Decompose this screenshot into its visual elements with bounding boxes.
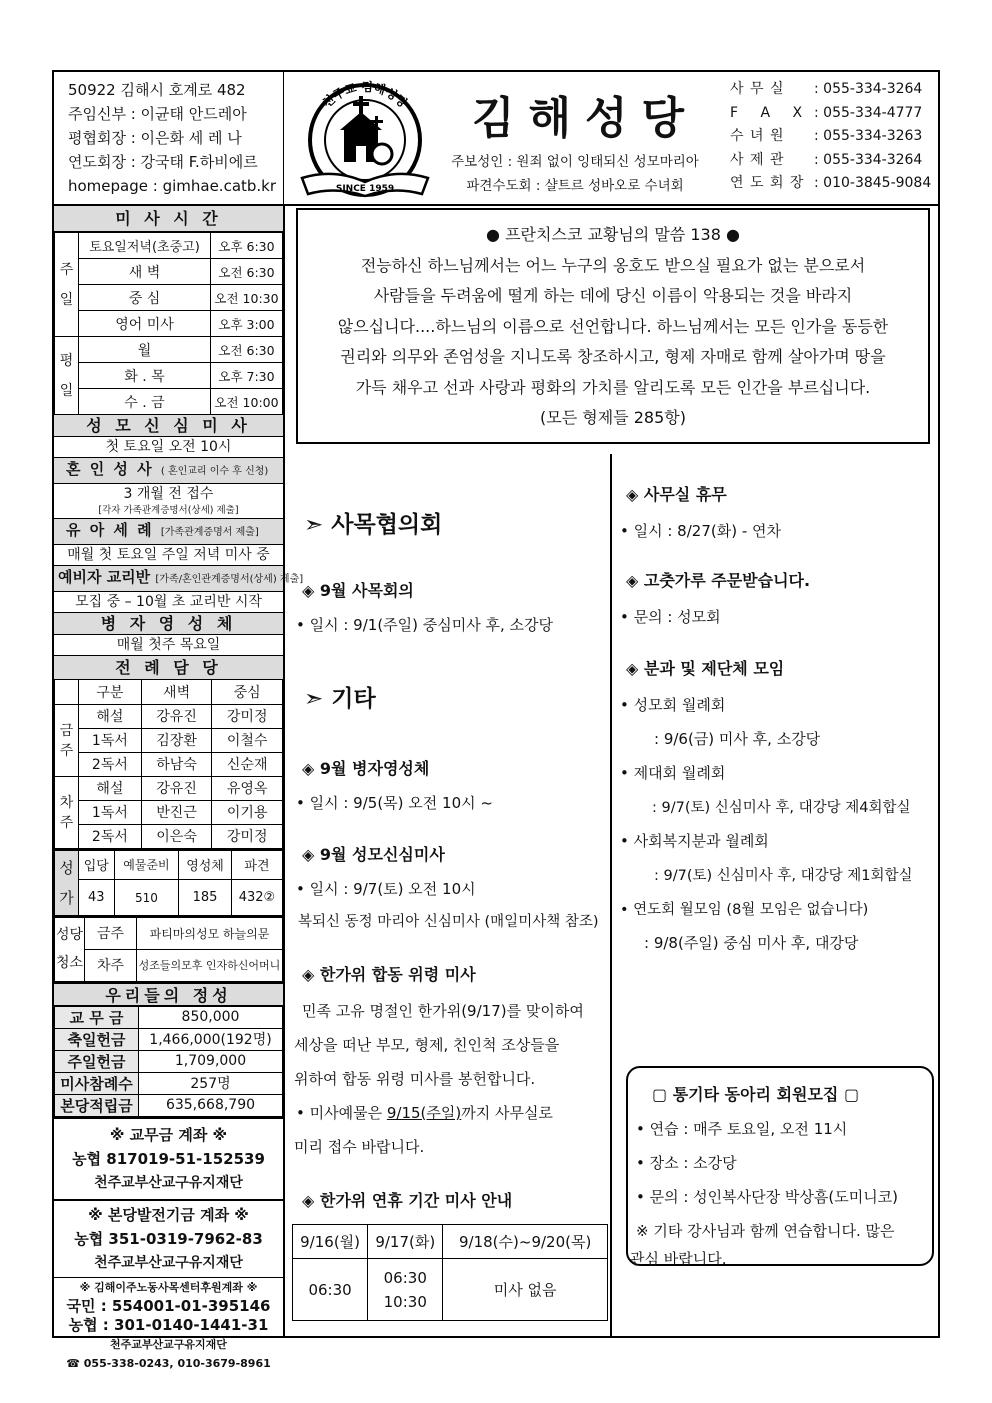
- address: 50922 김해시 호계로 482: [68, 81, 246, 99]
- migrant-center-account: ※ 김해이주노동사목센터후원계좌 ※ 국민 : 554001-01-395146 농협 : 301-0140-1441-31 천주교부산교구유지재단 ☎ 055-338-0243, 010-3679-8961: [66, 1280, 271, 1370]
- wedding-title: 혼 인 성 사 ( 혼인교리 이수 후 신청): [54, 458, 283, 484]
- bulletin-page: [52, 70, 940, 1370]
- council-head: 평협회장 : 이은화 세 레 나: [68, 129, 242, 147]
- pope-quote-box: [296, 208, 930, 444]
- pastor: 주임신부 : 이균태 안드레아: [68, 105, 247, 123]
- office-closed-heading: ◈ 사무실 휴무: [626, 485, 727, 504]
- wedding-note: 3 개월 전 접수 [각자 가족관계증명서(상세) 제출]: [54, 484, 283, 519]
- right-column: ◈ 사무실 휴무 • 일시 : 8/27(화) - 연차 ◈ 고춧가루 주문받습니다. • 문의 : 성모회 ◈ 분과 및 제단체 모임 • 성모회 월례회 : 9/6(금) 미사 후, 소강당 • 제대회 월례회 : 9/7(토) 신심미사 후, 대강당 제4회합실 • 사회복지분과 월례회 : 9/7(토) 신심미사 후, 대강당 제1회합실 • 연도회 월모임 (8월 모임은 없습니다) : 9/8(주일) 중심 미사 후, 대강당 ▢ 통기타 동아리 회원모집 ▢ • 연습 : 매주 토요일, 오전 11시 • 장소 : 소강당 • 문의 : 성인복사단장 박상흠(도미니코) ※ 기타 강사님과 함께 연습합니다. 많은 관심 바랍니다.: [614, 454, 938, 1338]
- contact-row: 사 무 실 : 055-334-3264: [730, 81, 923, 97]
- quote-line: 권리와 의무와 존엄성을 지니도록 창조하시고, 형제 자매로 함께 살아가며 땅을: [340, 347, 886, 366]
- quote-line: 가득 채우고 선과 사랑과 평화의 가치를 알리도록 모든 인간을 부르십니다.: [355, 377, 871, 397]
- quote-source: (모든 형제들 285항): [540, 408, 686, 427]
- hymn-label: 성가: [55, 850, 79, 916]
- header: [54, 72, 938, 206]
- liturgy-table: 구분 새벽 중심 금주 해설 강유진 강미정 1독서 김장환 이철수 2독서 하남숙 신순재 차주 해설 강유진 유영옥 1독서 반진근 이기용 2독서 이은숙 강미정: [54, 680, 283, 849]
- quote-line: 전능하신 하느님께서는 어느 누구의 옹호도 받으실 필요가 없는 분으로서: [360, 255, 866, 275]
- mass-times-table: 주일 토요일저녁(초중고) 오후 6:30 새 벽 오전 6:30 중 심 오전 10:30 영어 미사 오후 3:00 평일 월 오전 6:30 화 . 목 오후 7:30 수 . 금 오전 10:00: [54, 232, 283, 415]
- logo-text: 천주교 김해성당: [319, 79, 411, 111]
- chuseok-mass-heading: ◈ 한가위 연휴 기간 미사 안내: [302, 1191, 513, 1210]
- baptism-note: 매월 첫 토요일 주일 저녁 미사 중: [54, 545, 283, 566]
- offerings-table: 교 무 금 850,000 축일헌금 1,466,000(192명) 주일헌금 1,709,000 미사참례수 257명 본당적립금 635,668,790: [54, 1006, 283, 1117]
- sick-communion-item: • 일시 : 9/5(목) 오전 10시 ~: [296, 794, 493, 812]
- development-fund-account: ※ 본당발전기금 계좌 ※ 농협 351-0319-7962-83 천주교부산교구유지재단: [54, 1200, 283, 1278]
- convent: 파견수도회 : 샬트르 성바오로 수녀회: [466, 178, 684, 194]
- section-pastoral-council: ➣ 사목협의회: [304, 512, 443, 538]
- sick-communion-title: 병 자 영 성 체: [54, 613, 283, 635]
- chuseok-mass-table: 9/16(월) 9/17(화) 9/18(수)~9/20(목) 06:30 06:30 10:30 미사 없음: [292, 1224, 608, 1321]
- sept-meeting-item: • 일시 : 9/1(주일) 중심미사 후, 소강당: [296, 616, 554, 634]
- sept-meeting-heading: ◈ 9월 사목회의: [302, 581, 414, 600]
- office-closed-item: • 일시 : 8/27(화) - 연차: [620, 522, 781, 540]
- logo-since: SINCE 1959: [335, 184, 395, 194]
- pepper-order-item: • 문의 : 성모회: [620, 608, 721, 626]
- sick-communion-note: 매월 첫주 목요일: [54, 635, 283, 656]
- quote-heading: ● 프란치스코 교황님의 말씀 138 ●: [486, 225, 740, 244]
- mary-mass-title: 성 모 신 심 미 사: [54, 415, 283, 437]
- contact-row: 연 도 회 장 : 010-3845-9084: [730, 175, 932, 191]
- baptism-title: 유 아 세 례 [가족관계증명서 제출]: [54, 519, 283, 545]
- parish-title: 김해성당: [471, 93, 698, 144]
- section-etc: ➣ 기타: [304, 686, 376, 712]
- this-week-label: 금주: [55, 704, 79, 776]
- quote-line: 사람들을 두려움에 떨게 하는 데에 당신 이름이 악용되는 것을 바라지: [373, 286, 853, 305]
- mary-mass-item2: 복되신 동정 마리아 신심미사 (매일미사책 참조): [298, 914, 599, 930]
- middle-column: ➣ 사목협의회 ◈ 9월 사목회의 • 일시 : 9/1(주일) 중심미사 후, 소강당 ➣ 기타 ◈ 9월 병자영성체 • 일시 : 9/5(목) 오전 10시 ~ ◈ 9월 성모신심미사 • 일시 : 9/7(토) 오전 10시 복되신 동정 마리아 신심미사 (매일미사책 참조) ◈ 한가위 합동 위령 미사 민족 고유 명절인 한가위(9/17)를 맞이하여 세상을 떠난 부모, 형제, 친인척 조상들을 위하여 합동 위령 미사를 봉헌합니다. • 미사예물은 9/15(주일)까지 사무실로 미리 접수 바랍니다. ◈ 한가위 연휴 기간 미사 안내 9/16(월) 9/17(화) 9/18(수)~9/20(목) 06:30 06:30 10:30 미사 없음: [290, 454, 612, 1338]
- meetings-heading: ◈ 분과 및 제단체 모임: [626, 659, 785, 678]
- mass-times-title: 미 사 시 간: [54, 206, 283, 232]
- phone-icon: ☎: [66, 1356, 80, 1370]
- pepper-order-heading: ◈ 고춧가루 주문받습니다.: [626, 571, 811, 590]
- parish-info: [54, 72, 284, 204]
- homepage[interactable]: homepage : gimhae.catb.kr: [68, 177, 277, 195]
- tithe-account: ※ 교무금 계좌 ※ 농협 817019-51-152539 천주교부산교구유지재단: [54, 1117, 283, 1200]
- left-sidebar: [54, 206, 304, 1370]
- guitar-club-title: ▢ 통기타 동아리 회원모집 ▢: [652, 1085, 860, 1104]
- parish-logo: [294, 78, 436, 202]
- offerings-title: 우리들의 정성: [54, 982, 283, 1006]
- mary-mass-note: 첫 토요일 오전 10시: [54, 437, 283, 458]
- catechumen-note: 모집 중 – 10월 초 교리반 시작: [54, 592, 283, 613]
- sunday-label: 주일: [55, 233, 79, 337]
- contact-row: 수 녀 원 : 055-334-3263: [730, 128, 923, 144]
- patron-saint: 주보성인 : 원죄 없이 잉태되신 성모마리아: [451, 154, 699, 170]
- catechumen-title: 예비자 교리반 [가족/혼인관계증명서(상세) 제출]: [54, 566, 283, 592]
- guitar-club-box: ▢ 통기타 동아리 회원모집 ▢ • 연습 : 매주 토요일, 오전 11시 • 장소 : 소강당 • 문의 : 성인복사단장 박상흠(도미니코) ※ 기타 강사님과 함께 연습합니다. 많은 관심 바랍니다.: [626, 1066, 934, 1266]
- yeondo-head: 연도회장 : 강국태 F.하비에르: [68, 153, 258, 171]
- cleaning-label: 성당청소: [55, 917, 85, 981]
- quote-line: 않으십니다....하느님의 이름으로 선언합니다. 하느님께서는 모든 인가을 동등한: [337, 316, 889, 336]
- next-week-label: 차주: [55, 776, 79, 848]
- liturgy-title: 전 례 담 당: [54, 656, 283, 680]
- mary-mass-item: • 일시 : 9/7(토) 오전 10시: [296, 880, 476, 898]
- chuseok-memorial-heading: ◈ 한가위 합동 위령 미사: [302, 965, 476, 984]
- mary-mass-heading: ◈ 9월 성모신심미사: [302, 845, 445, 864]
- cleaning-table: 성당청소 금주 파티마의성모 하늘의문 차주 성조들의모후 인자하신어머니: [54, 916, 283, 982]
- contact-row: F A X : 055-334-4777: [730, 104, 923, 121]
- parish-subinfo: [450, 150, 700, 198]
- sick-communion-heading: ◈ 9월 병자영성체: [302, 759, 430, 778]
- contact-row: 사 제 관 : 055-334-3264: [730, 151, 923, 168]
- contact-list: [730, 78, 936, 196]
- hymn-table: 성가 입당 예물준비 영성체 파견 43 510 185 432②: [54, 849, 283, 917]
- weekday-label: 평일: [55, 337, 79, 415]
